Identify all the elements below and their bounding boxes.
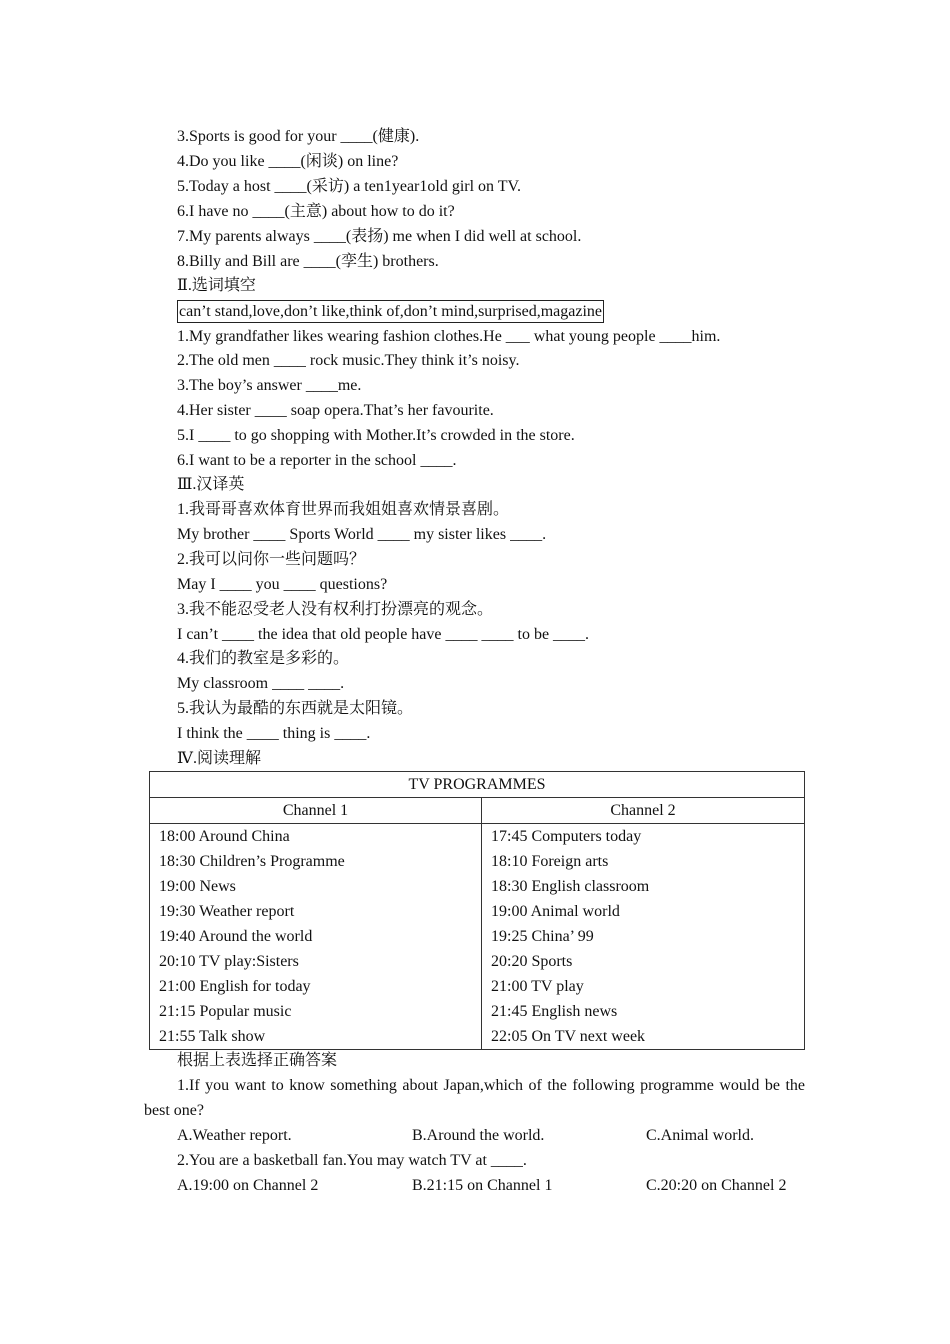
programme-item: 21:00 TV play (491, 978, 584, 995)
exercise-item: 5.Today a host ____(采访) a ten1year1old girl on TV. (177, 178, 522, 195)
channel-2-header: Channel 2 (482, 798, 805, 824)
exercise-item: 3.Sports is good for your ____(健康). (177, 128, 420, 145)
exercise-item: 8.Billy and Bill are ____(孪生) brothers. (177, 253, 439, 270)
option-c: C.20:20 on Channel 2 (646, 1177, 787, 1194)
section-heading: Ⅳ.阅读理解 (177, 750, 261, 767)
english-blank-sentence: I think the ____ thing is ____. (177, 725, 371, 742)
english-blank-sentence: My brother ____ Sports World ____ my sister likes ____. (177, 526, 547, 543)
exercise-item: 5.I ____ to go shopping with Mother.It’s crowded in the store. (177, 427, 575, 444)
exercise-item: 4.Do you like ____(闲谈) on line? (177, 153, 399, 170)
programme-item: 19:30 Weather report (159, 903, 295, 920)
programme-item: 21:55 Talk show (159, 1028, 266, 1045)
chinese-sentence: 3.我不能忍受老人没有权利打扮漂亮的观念。 (177, 601, 494, 618)
tv-programmes-table (149, 771, 805, 1050)
question-stem: 1.If you want to know something about Japan,which of the following programme would be the best one? (144, 1077, 805, 1119)
channel-1-programmes (150, 824, 482, 1050)
option-c: C.Animal world. (646, 1127, 754, 1144)
programme-item: 18:30 English classroom (491, 878, 650, 895)
programme-item: 18:30 Children’s Programme (159, 853, 345, 870)
channel-1-header: Channel 1 (150, 798, 482, 824)
programme-item: 19:40 Around the world (159, 928, 313, 945)
programme-item: 21:00 English for today (159, 978, 311, 995)
exercise-item: 4.Her sister ____ soap opera.That’s her favourite. (177, 402, 494, 419)
english-blank-sentence: May I ____ you ____ questions? (177, 576, 388, 593)
exercise-item: 7.My parents always ____(表扬) me when I did well at school. (177, 228, 582, 245)
programme-item: 17:45 Computers today (491, 828, 642, 845)
exercise-item: 6.I have no ____(主意) about how to do it? (177, 203, 455, 220)
exercise-item: 3.The boy’s answer ____me. (177, 377, 362, 394)
channel-2-programmes (482, 824, 805, 1050)
programme-item: 18:10 Foreign arts (491, 853, 609, 870)
option-b: B.21:15 on Channel 1 (412, 1177, 553, 1194)
programme-item: 22:05 On TV next week (491, 1028, 646, 1045)
programme-item: 21:15 Popular music (159, 1003, 292, 1020)
question-stem: 2.You are a basketball fan.You may watch TV at ____. (177, 1152, 527, 1169)
programme-item: 20:20 Sports (491, 953, 573, 970)
chinese-sentence: 4.我们的教室是多彩的。 (177, 650, 350, 667)
option-a: A.Weather report. (177, 1127, 292, 1144)
programme-item: 18:00 Around China (159, 828, 290, 845)
programme-item: 19:00 News (159, 878, 236, 895)
exercise-item: 2.The old men ____ rock music.They think it’s noisy. (177, 352, 520, 369)
chinese-sentence: 2.我可以问你一些问题吗？ (177, 551, 366, 568)
programme-item: 19:00 Animal world (491, 903, 620, 920)
english-blank-sentence: My classroom ____ ____. (177, 675, 345, 692)
table-title: TV PROGRAMMES (150, 772, 805, 798)
programme-item: 21:45 English news (491, 1003, 618, 1020)
chinese-sentence: 1.我哥哥喜欢体育世界而我姐姐喜欢情景喜剧。 (177, 501, 510, 518)
instruction: 根据上表选择正确答案 (177, 1052, 338, 1069)
programme-item: 20:10 TV play:Sisters (159, 953, 299, 970)
exercise-item: 1.My grandfather likes wearing fashion clothes.He ___ what young people ____him. (177, 328, 721, 345)
chinese-sentence: 5.我认为最酷的东西就是太阳镜。 (177, 700, 414, 717)
section-heading: Ⅱ.选词填空 (177, 277, 256, 294)
option-b: B.Around the world. (412, 1127, 545, 1144)
section-heading: Ⅲ.汉译英 (177, 476, 245, 493)
option-a: A.19:00 on Channel 2 (177, 1177, 319, 1194)
programme-item: 19:25 China’ 99 (491, 928, 594, 945)
word-box: can’t stand,love,don’t like,think of,don’t mind,surprised,magazine (177, 300, 604, 323)
exercise-item: 6.I want to be a reporter in the school ____. (177, 452, 457, 469)
english-blank-sentence: I can’t ____ the idea that old people have ____ ____ to be ____. (177, 626, 590, 643)
